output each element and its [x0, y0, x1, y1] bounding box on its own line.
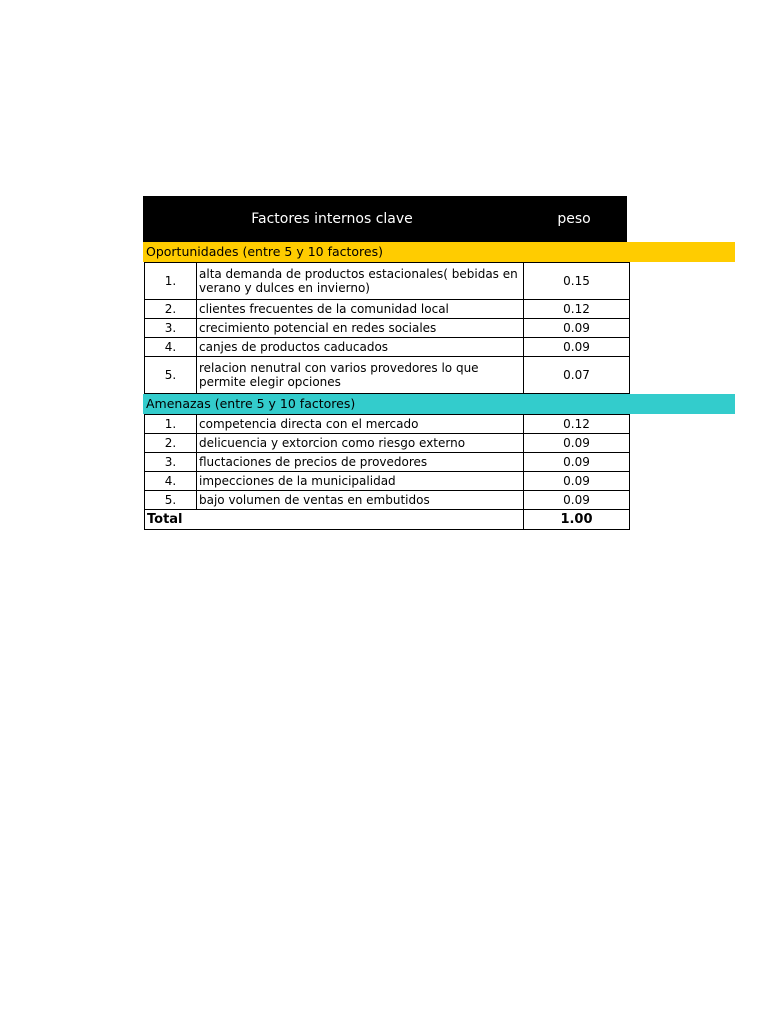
row-number: 2.: [145, 300, 197, 319]
row-peso: 0.09: [524, 472, 630, 491]
table-row: [145, 472, 630, 491]
table-row: [145, 357, 630, 394]
table-row: [145, 434, 630, 453]
row-peso: 0.07: [524, 357, 630, 394]
row-number: 5.: [145, 357, 197, 394]
row-peso: 0.09: [524, 434, 630, 453]
row-number: 2.: [145, 434, 197, 453]
row-number: 4.: [145, 472, 197, 491]
row-factor: competencia directa con el mercado: [197, 415, 524, 434]
row-factor: clientes frecuentes de la comunidad local: [197, 300, 524, 319]
table-row: [145, 453, 630, 472]
row-peso: 0.12: [524, 300, 630, 319]
row-number: 3.: [145, 453, 197, 472]
row-peso: 0.12: [524, 415, 630, 434]
total-value: 1.00: [524, 510, 630, 530]
table-header: [143, 196, 627, 242]
row-peso: 0.15: [524, 263, 630, 300]
row-number: 1.: [145, 263, 197, 300]
table-row: [145, 491, 630, 510]
header-peso: peso: [557, 211, 591, 227]
factores-table: [143, 196, 738, 530]
row-factor: fluctaciones de precios de provedores: [197, 453, 524, 472]
table-row: [145, 300, 630, 319]
row-number: 1.: [145, 415, 197, 434]
row-number: 3.: [145, 319, 197, 338]
total-row: [145, 510, 630, 530]
row-factor: canjes de productos caducados: [197, 338, 524, 357]
row-factor: alta demanda de productos estacionales( bebidas en verano y dulces en invierno): [197, 263, 524, 300]
amenazas-table: [144, 414, 630, 530]
row-factor: bajo volumen de ventas en embutidos: [197, 491, 524, 510]
table-row: [145, 263, 630, 300]
table-row: [145, 415, 630, 434]
row-number: 5.: [145, 491, 197, 510]
oportunidades-table: [144, 262, 630, 394]
row-peso: 0.09: [524, 319, 630, 338]
table-row: [145, 338, 630, 357]
row-factor: delicuencia y extorcion como riesgo externo: [197, 434, 524, 453]
section-oportunidades: Oportunidades (entre 5 y 10 factores): [143, 242, 735, 262]
row-factor: impecciones de la municipalidad: [197, 472, 524, 491]
row-factor: relacion nenutral con varios provedores lo que permite elegir opciones: [197, 357, 524, 394]
row-factor: crecimiento potencial en redes sociales: [197, 319, 524, 338]
header-title: Factores internos clave: [251, 211, 413, 227]
row-peso: 0.09: [524, 453, 630, 472]
row-number: 4.: [145, 338, 197, 357]
table-row: [145, 319, 630, 338]
section-amenazas: Amenazas (entre 5 y 10 factores): [143, 394, 735, 414]
row-peso: 0.09: [524, 338, 630, 357]
total-label: Total: [145, 510, 524, 530]
row-peso: 0.09: [524, 491, 630, 510]
